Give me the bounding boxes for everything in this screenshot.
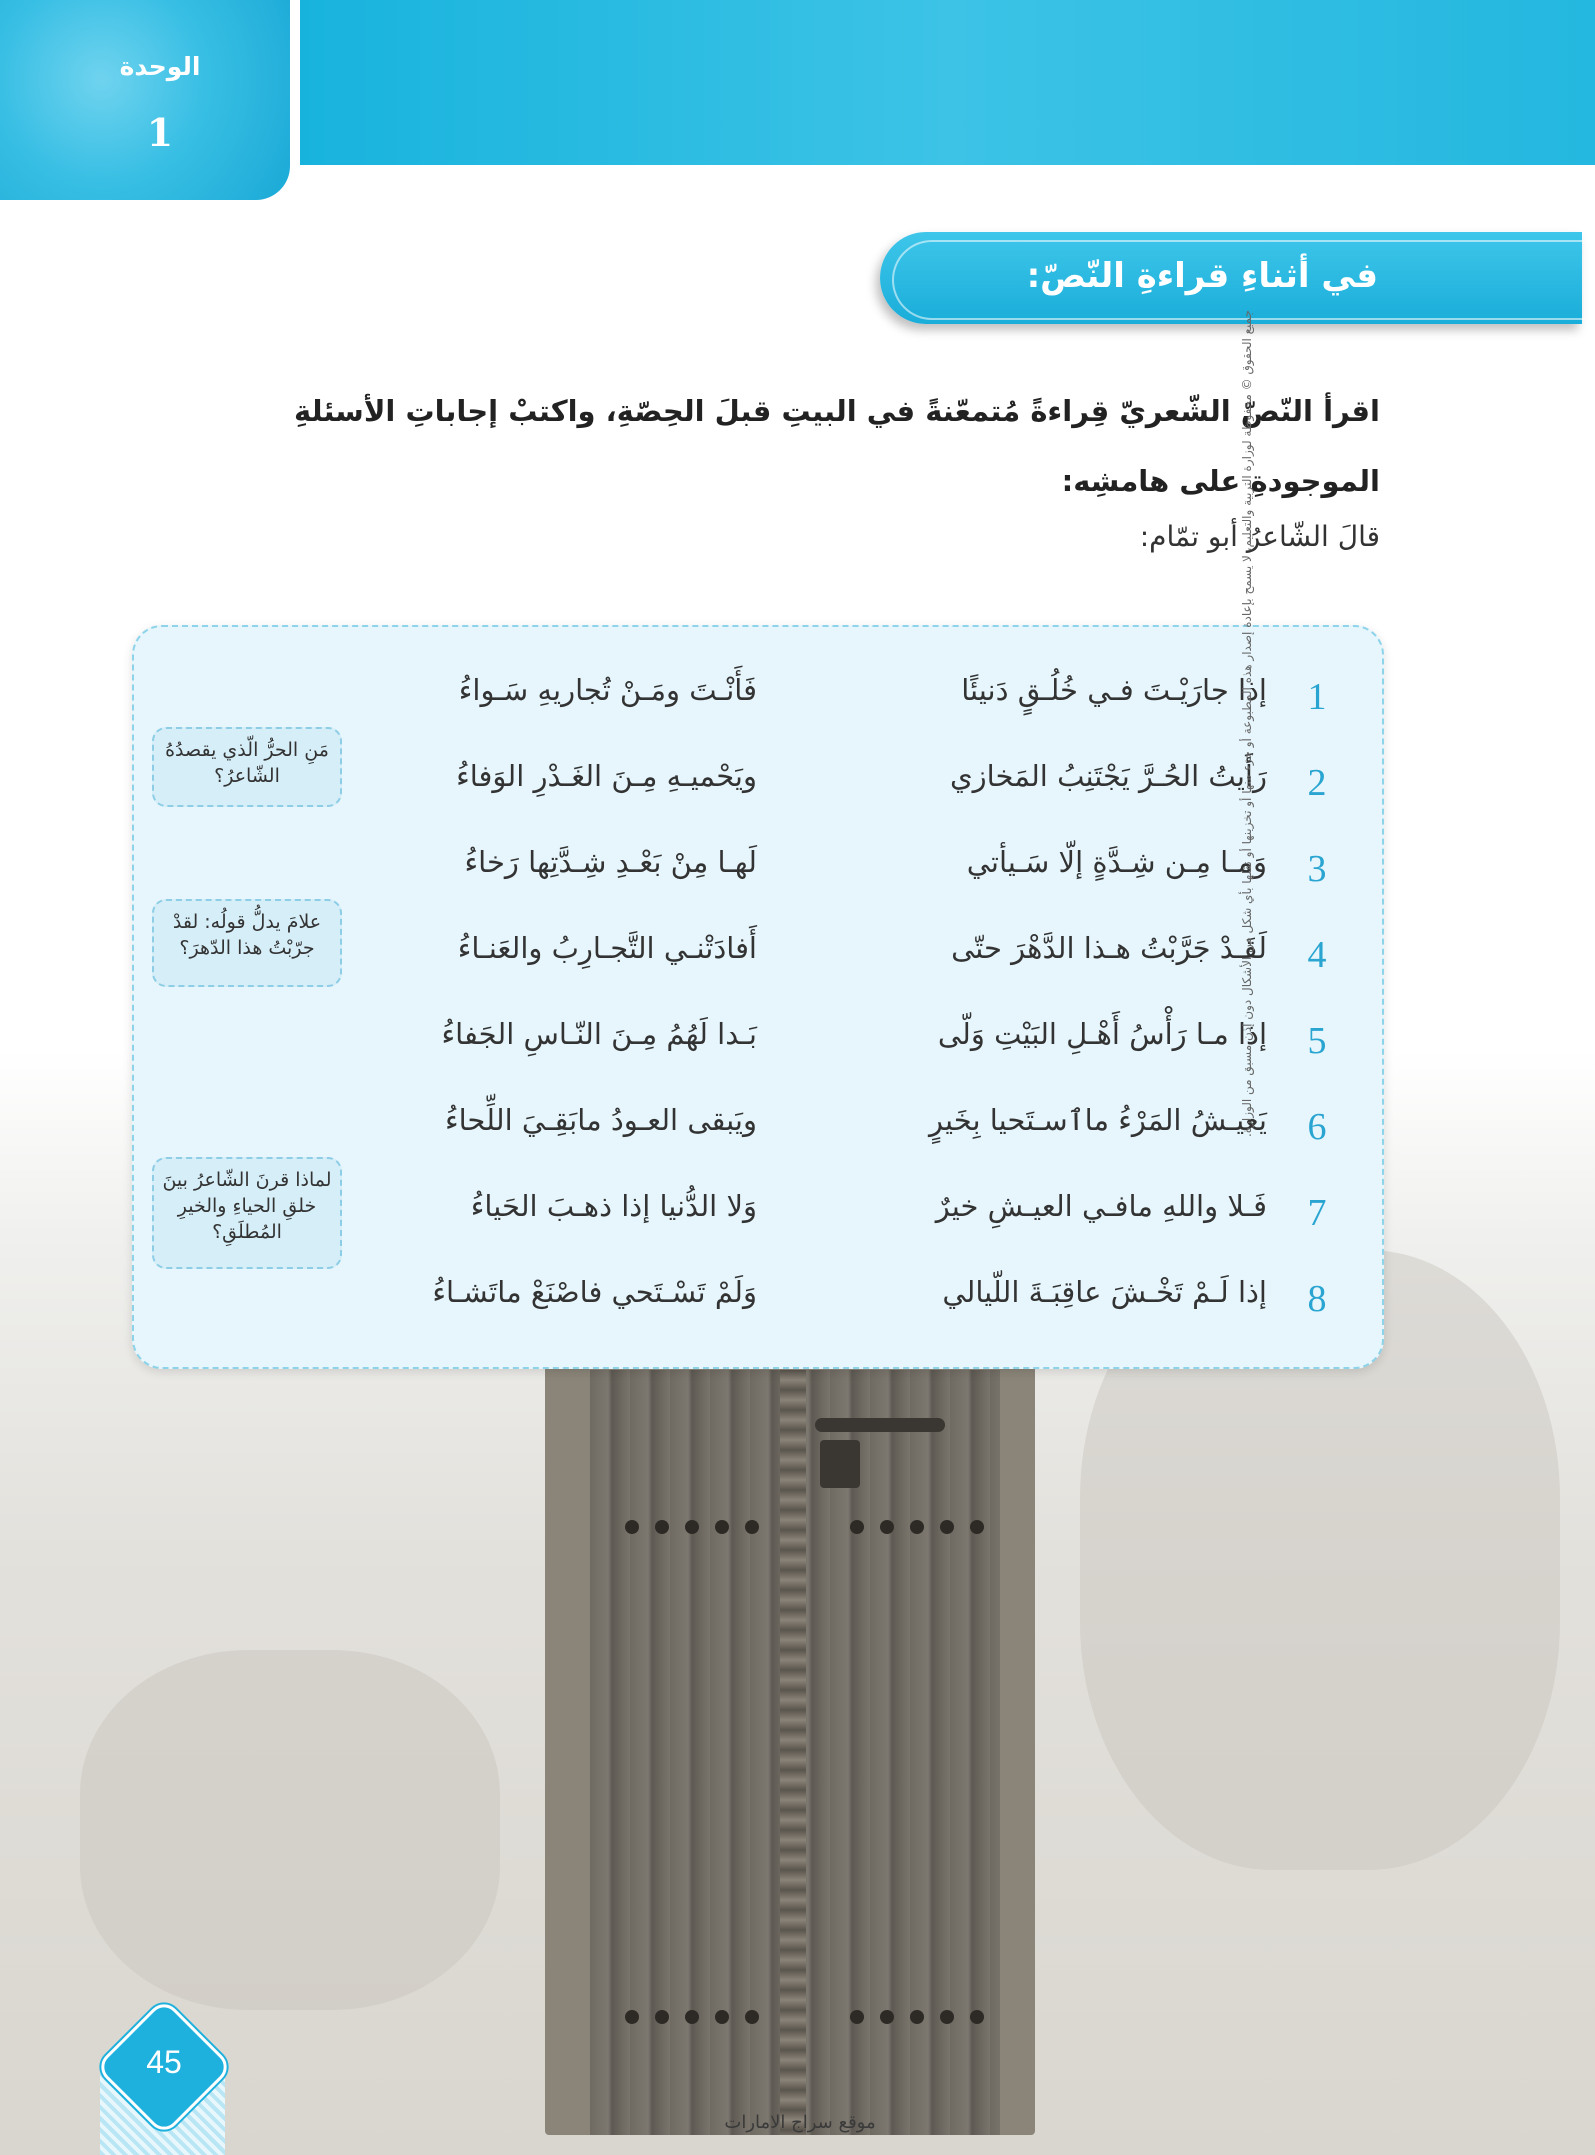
verse-first-hemistich: فَـلا واللهِ مافـي العيـشِ خيرٌ bbox=[935, 1189, 1267, 1223]
door-stud bbox=[715, 1520, 729, 1534]
verse-second-hemistich: ويَبقى العـودُ مابَقِـيَ اللِّحاءُ bbox=[444, 1103, 757, 1137]
verse-second-hemistich: وَلا الدُّنيا إذا ذهـبَ الحَياءُ bbox=[470, 1189, 757, 1223]
poet-attribution: قالَ الشّاعرُ أبو تمّام: bbox=[1139, 520, 1380, 553]
door-stud bbox=[880, 2010, 894, 2024]
verse-number: 2 bbox=[1307, 762, 1327, 804]
verse-row bbox=[134, 1271, 1382, 1331]
verse-second-hemistich: ويَحْميـهِ مِـنَ الغَـدْرِ الوَفاءُ bbox=[456, 759, 757, 793]
verse-row bbox=[134, 841, 1382, 901]
verse-second-hemistich: بَـدا لَهُمُ مِـنَ النّـاسِ الجَفاءُ bbox=[441, 1017, 757, 1051]
door-stud bbox=[625, 1520, 639, 1534]
unit-number: 1 bbox=[146, 110, 174, 155]
door-stud bbox=[685, 2010, 699, 2024]
verse-first-hemistich: إذا مـا رَأْسُ أَهْـلِ البَيْتِ وَلّى bbox=[937, 1017, 1267, 1051]
door-stud bbox=[745, 2010, 759, 2024]
verse-first-hemistich: إذا جارَيْـتَ فـي خُلُـقٍ دَنيئًا bbox=[961, 673, 1267, 707]
margin-question-note: مَنِ الحرُّ الّذي يقصدُهُ الشّاعرُ؟ bbox=[152, 727, 342, 807]
door-stud bbox=[715, 2010, 729, 2024]
door-stud bbox=[655, 2010, 669, 2024]
door-stud bbox=[940, 1520, 954, 1534]
door-center-post bbox=[780, 1370, 806, 2135]
poem-box bbox=[132, 625, 1384, 1369]
verse-second-hemistich: أَفادَتْنـي التَّجـارِبُ والعَنـاءُ bbox=[457, 931, 757, 965]
verse-number: 4 bbox=[1307, 934, 1327, 976]
door-stud bbox=[970, 1520, 984, 1534]
door-stud bbox=[940, 2010, 954, 2024]
verse-second-hemistich: فَأَنْـتَ ومَـنْ تُجاريهِ سَـواءُ bbox=[458, 673, 757, 707]
verse-number: 1 bbox=[1307, 676, 1327, 718]
unit-tab bbox=[0, 0, 290, 200]
door-stud bbox=[910, 1520, 924, 1534]
footer-watermark: موقع سراج الامارات bbox=[724, 2112, 876, 2133]
verse-row bbox=[134, 669, 1382, 729]
door-stud bbox=[850, 2010, 864, 2024]
verse-number: 8 bbox=[1307, 1278, 1327, 1320]
verse-number: 5 bbox=[1307, 1020, 1327, 1062]
margin-question-note: علامَ يدلُّ قولُه: لقدْ جرّبْتُ هذا الدّهرَ؟ bbox=[152, 899, 342, 987]
wall-patch bbox=[80, 1650, 500, 2010]
door-stud bbox=[880, 1520, 894, 1534]
verse-first-hemistich: رَأَيتُ الحُـرَّ يَجْتَنِبُ المَخازي bbox=[949, 759, 1267, 793]
door-stud bbox=[910, 2010, 924, 2024]
door-stud bbox=[655, 1520, 669, 1534]
verse-first-hemistich: يَعيـشُ المَرْءُ ماٱسـتَحيا بِخَيرٍ bbox=[929, 1103, 1267, 1137]
verse-row bbox=[134, 1099, 1382, 1159]
verse-first-hemistich: وَمـا مِـن شِـدَّةٍ إلّا سَـيأتي bbox=[966, 845, 1267, 879]
door-stud bbox=[850, 1520, 864, 1534]
verse-number: 3 bbox=[1307, 848, 1327, 890]
header-band bbox=[300, 0, 1595, 165]
door-lock-bar bbox=[815, 1418, 945, 1432]
door-stud bbox=[625, 2010, 639, 2024]
copyright-notice: جميع الحقوق © محفوظة لوزارة التربية والتعليم، لا يسمح بإعادة إصدار هذه المطبوعة أو جزء منها أو تخزينها أو نقلها بأي شكل من الأشكال دون إذن مسبق من الوزارة. bbox=[1240, 310, 1254, 1137]
verse-number: 6 bbox=[1307, 1106, 1327, 1148]
door-lock bbox=[820, 1440, 860, 1488]
verse-row bbox=[134, 1013, 1382, 1073]
verse-first-hemistich: إذا لَـمْ تَخْـشَ عاقِبَـةَ اللّيالي bbox=[942, 1275, 1267, 1309]
unit-label: الوحدة bbox=[119, 52, 201, 81]
door-stud bbox=[745, 1520, 759, 1534]
margin-question-note: لماذا قرنَ الشّاعرُ بينَ خلقِ الحياءِ والخيرِ المُطلَقِ؟ bbox=[152, 1157, 342, 1269]
verse-second-hemistich: وَلَمْ تَسْـتَحي فاصْنَعْ ماتَشـاءُ bbox=[432, 1275, 757, 1309]
reading-instruction: اقرأ النّصّ الشّعريّ قِراءةً مُتمعّنةً في البيتِ قبلَ الحِصّةِ، واكتبْ إجاباتِ الأسئلةِ الموجودةِ على هامشِه: bbox=[294, 394, 1380, 498]
verse-first-hemistich: لَقَـدْ جَرَّبْتُ هـذا الدَّهْرَ حتّى bbox=[951, 931, 1267, 965]
door-stud bbox=[685, 1520, 699, 1534]
verse-second-hemistich: لَهـا مِنْ بَعْـدِ شِـدَّتِها رَخاءُ bbox=[464, 845, 757, 879]
page-number: 45 bbox=[146, 2044, 182, 2080]
door-stud bbox=[970, 2010, 984, 2024]
section-title: في أثناءِ قراءةِ النّصّ: bbox=[1026, 256, 1378, 296]
verse-number: 7 bbox=[1307, 1192, 1327, 1234]
